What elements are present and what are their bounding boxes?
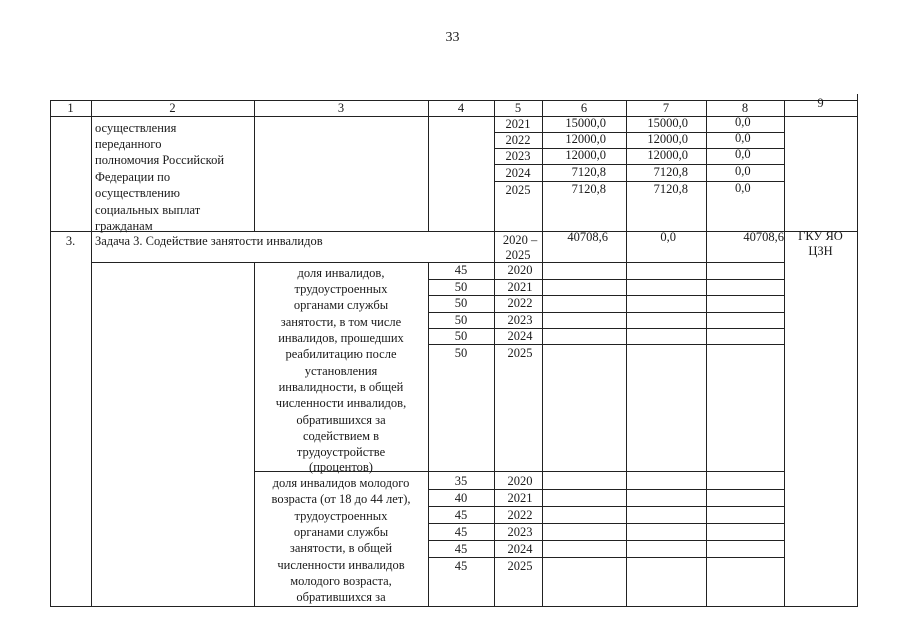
col8-value: 0,0 — [735, 164, 751, 178]
task-period: 2025 — [505, 248, 531, 262]
indicator2-text-line: доля инвалидов молодого — [272, 476, 410, 490]
col7-value: 7120,8 — [653, 165, 688, 179]
continuation-text-line: переданного — [95, 137, 162, 151]
task-executor: ЦЗН — [808, 244, 833, 258]
indicator1-value: 50 — [454, 329, 468, 343]
header-cell: 1 — [67, 101, 74, 115]
year-cell: 2024 — [505, 166, 531, 180]
indicator2-text-line: органами службы — [293, 525, 389, 539]
year-cell: 2022 — [505, 133, 531, 147]
indicator1-text-line: занятости, в том числе — [280, 315, 402, 329]
indicator1-value: 45 — [454, 263, 468, 277]
year-cell: 2025 — [505, 183, 531, 197]
col6-value: 15000,0 — [565, 116, 606, 130]
indicator1-value: 50 — [454, 280, 468, 294]
page-number: 33 — [445, 30, 460, 45]
indicator1-text-line: реабилитацию после — [285, 347, 397, 361]
indicator1-text-line: обратившихся за — [296, 413, 386, 427]
indicator1-year: 2022 — [507, 296, 533, 310]
year-cell: 2021 — [505, 117, 531, 131]
indicator1-year: 2025 — [507, 346, 533, 360]
header-cell: 9 — [817, 96, 824, 110]
indicator2-year: 2020 — [507, 474, 533, 488]
task-number: 3. — [65, 234, 76, 248]
indicator2-text-line: молодого возраста, — [290, 574, 392, 588]
col2-left-border — [91, 100, 92, 606]
col6-value: 7120,8 — [571, 165, 606, 179]
continuation-text-line: осуществлению — [95, 186, 180, 200]
indicator2-year: 2024 — [507, 542, 533, 556]
indicator1-value: 50 — [454, 296, 468, 310]
indicator2-value: 45 — [454, 525, 468, 539]
col9-right-border — [857, 94, 858, 606]
task-col6-value: 40708,6 — [567, 230, 608, 244]
col7-value: 12000,0 — [647, 148, 688, 162]
continuation-text-line: полномочия Российской — [95, 153, 225, 167]
col6-value: 12000,0 — [565, 148, 606, 162]
continuation-text-line: гражданам — [95, 219, 153, 233]
col7-value: 12000,0 — [647, 132, 688, 146]
col8-left-border — [706, 100, 707, 606]
indicator2-year: 2023 — [507, 525, 533, 539]
table-bottom-border — [50, 606, 858, 607]
task-col7-value: 0,0 — [660, 230, 676, 244]
indicator1-year: 2024 — [507, 329, 533, 343]
col4-left-border-upper — [428, 100, 429, 231]
indicator2-text-line: трудоустроенных — [294, 509, 388, 523]
header-cell: 4 — [457, 101, 465, 115]
header-cell: 2 — [169, 101, 176, 115]
indicator1-text-line: установления — [304, 364, 378, 378]
continuation-text-line: Федерации по — [95, 170, 171, 184]
indicator1-text-line: трудоустроенных — [294, 282, 388, 296]
task-col8-value: 40708,6 — [743, 230, 784, 244]
continuation-text-line: осуществления — [95, 121, 177, 135]
col7-value: 7120,8 — [653, 182, 688, 196]
continuation-text-line: социальных выплат — [95, 203, 201, 217]
header-cell: 3 — [337, 101, 345, 115]
indicator1-text-line: содействием в — [302, 429, 380, 443]
indicator1-text-line: инвалидности, в общей — [278, 380, 404, 394]
task-period: 2020 – — [502, 233, 538, 247]
header-cell: 6 — [580, 101, 588, 115]
col3-left-border-upper — [254, 100, 255, 231]
col9-left-border — [784, 100, 785, 606]
indicator2-value: 40 — [454, 491, 468, 505]
indicator2-year: 2025 — [507, 559, 533, 573]
col7-value: 15000,0 — [647, 116, 688, 130]
task-title: Задача 3. Содействие занятости инвалидов — [95, 234, 323, 248]
header-cell: 8 — [741, 101, 749, 115]
indicator1-year: 2021 — [507, 280, 533, 294]
indicator1-value: 50 — [454, 313, 468, 327]
indicator1-text-line: трудоустройстве — [296, 445, 386, 459]
indicator1-value: 50 — [454, 346, 468, 360]
col8-value: 0,0 — [735, 181, 751, 195]
indicator2-value: 45 — [454, 559, 468, 573]
indicator1-text-line: (процентов) — [309, 460, 373, 474]
indicator1-year: 2023 — [507, 313, 533, 327]
indicator2-value: 45 — [454, 542, 468, 556]
indicator2-year: 2022 — [507, 508, 533, 522]
indicator2-text-line: обратившихся за — [296, 590, 386, 604]
indicator2-text-line: занятости, в общей — [289, 541, 393, 555]
indicator2-value: 35 — [454, 474, 468, 488]
task-executor: ГКУ ЯО — [798, 229, 843, 243]
header-cell: 7 — [662, 101, 670, 115]
col6-value: 7120,8 — [571, 182, 606, 196]
col1-left-border — [50, 100, 51, 606]
year-cell: 2023 — [505, 149, 531, 163]
header-cell: 5 — [514, 101, 522, 115]
indicator1-text-line: инвалидов, прошедших — [278, 331, 404, 345]
col6-value: 12000,0 — [565, 132, 606, 146]
col8-value: 0,0 — [735, 147, 751, 161]
indicator1-text-line: органами службы — [293, 298, 389, 312]
col8-value: 0,0 — [735, 131, 751, 145]
indicator2-text-line: численности инвалидов — [277, 558, 405, 572]
indicator1-text-line: доля инвалидов, — [297, 266, 385, 280]
indicator2-year: 2021 — [507, 491, 533, 505]
col8-value: 0,0 — [735, 115, 751, 129]
indicator1-year: 2020 — [507, 263, 533, 277]
indicator2-text-line: возраста (от 18 до 44 лет), — [271, 492, 411, 506]
indicator2-value: 45 — [454, 508, 468, 522]
indicator1-text-line: численности инвалидов, — [275, 396, 407, 410]
